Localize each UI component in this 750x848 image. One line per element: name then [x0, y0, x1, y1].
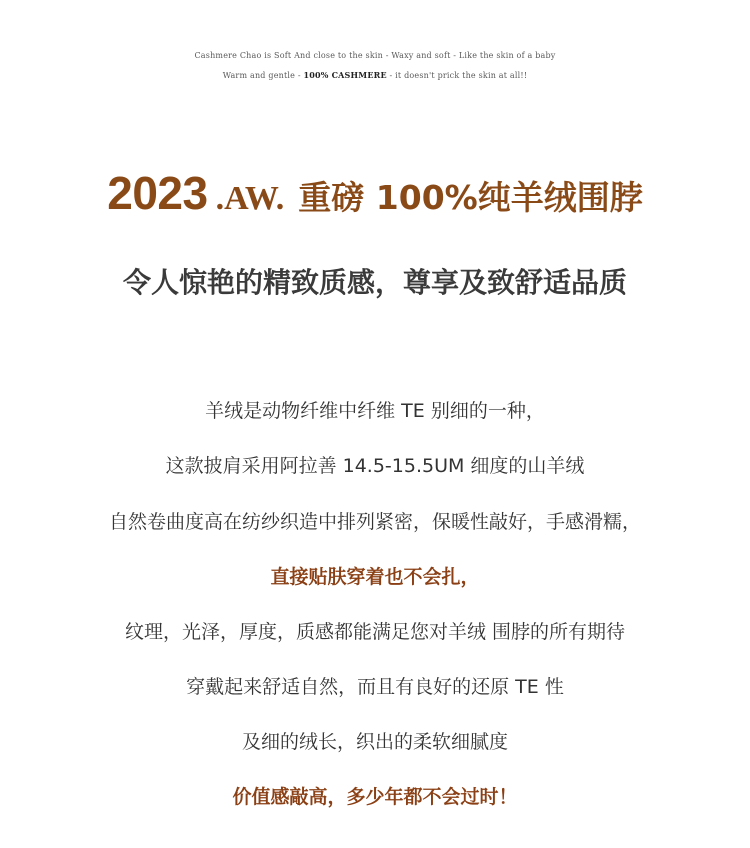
- body-line-2: 这款披肩采用阿拉善 14.5-15.5UM 细度的山羊绒: [165, 455, 585, 477]
- tagline-line-1: Cashmere Chao is Soft And close to the skin - Waxy and soft - Like the skin of a baby: [194, 51, 556, 60]
- tagline-cashmere-bold: 100% CASHMERE: [303, 70, 387, 80]
- tagline-line-2: [0, 70, 750, 80]
- headline-season: .AW.: [215, 180, 285, 217]
- headline-year: 2023: [107, 167, 208, 219]
- body-line-highlight-1: 直接贴肤穿着也不会扎，: [270, 566, 480, 588]
- tagline-suffix: - it doesn't prick the skin at all!!: [386, 71, 528, 80]
- tagline-prefix: Warm and gentle -: [222, 71, 304, 80]
- body-line-7: 及细的绒长，织出的柔软细腻度: [241, 731, 508, 753]
- subheadline: 令人惊艳的精致质感，尊享及致舒适品质: [122, 266, 627, 299]
- body-line-6: 穿戴起来舒适自然，而且有良好的还原 TE 性: [186, 676, 564, 698]
- body-line-3: 自然卷曲度高在纺纱织造中排列紧密，保暖性敲好，手感滑糯，: [108, 511, 641, 533]
- headline-title: 重磅 100%纯羊绒围脖: [298, 178, 643, 217]
- body-line-5: 纹理，光泽，厚度，质感都能满足您对羊绒 围脖的所有期待: [124, 621, 626, 643]
- headline: [0, 166, 750, 220]
- body-line-highlight-2: 价值感敲高，多少年都不会过时！: [232, 786, 518, 808]
- body-line-1: 羊绒是动物纤维中纤维 TE 别细的一种，: [205, 400, 545, 422]
